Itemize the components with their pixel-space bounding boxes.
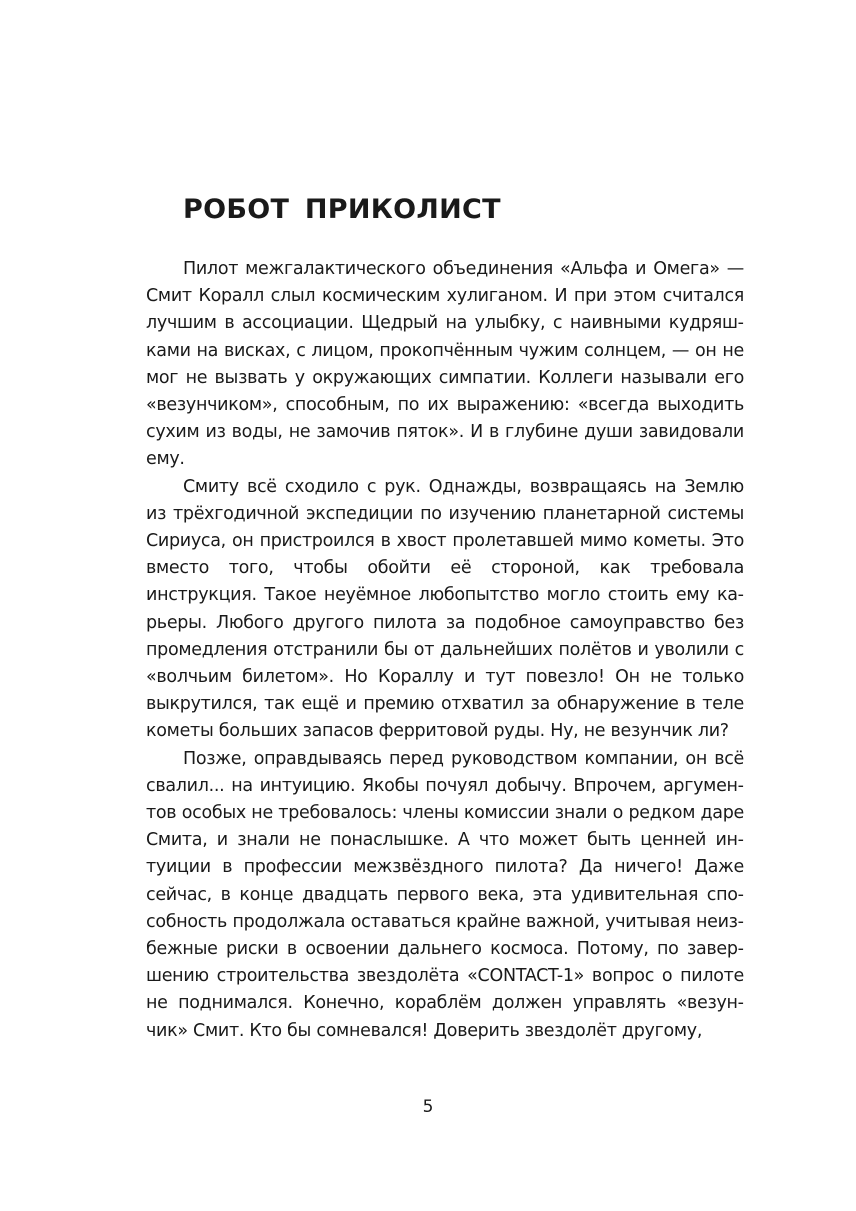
paragraph: Пилот межгалактического объединения «Альфа и Омега» — Смит Коралл слыл космическим хулиганом. И при этом считался лучшим в ассоциации. Щедрый на улыбку, с наивными кудряшками на висках, с лицом, прокопчённым чужим солнцем, — он не мог не вызвать у окружающих симпатии. Коллеги называли его «везунчиком», способным, по их выражению: «всегда выходить сухим из воды, не замочив пяток». И в глубине души завидовали ему. — [146, 259, 744, 470]
paragraph: Смиту всё сходило с рук. Однажды, возвращаясь на Землю из трёхгодичной экспедиции по изучению планетарной системы Сириуса, он пристроился в хвост пролетавшей мимо кометы. Это вместо того, чтобы обойти её стороной, как требовала инструкция. Такое неуёмное любопытство могло стоить ему карьеры. Любого другого пилота за подобное самоуправство без промедления отстранили бы от дальнейших полётов и уволили с «волчьим билетом». Но Кораллу и тут повезло! Он не только выкрутился, так ещё и премию отхватил за обнаружение в теле кометы больших запасов ферритовой руды. Ну, не везунчик ли? — [146, 476, 744, 742]
paragraph: Позже, оправдываясь перед руководством компании, он всё свалил... на интуицию. Якобы почуял добычу. Впрочем, аргументов особых не требовалось: члены комиссии знали о редком даре Смита, и знали не понаслышке. А что может быть ценней интуиции в профессии межзвёздного пилота? Да ничего! Даже сейчас, в конце двадцать первого века, эта удивительная способность продолжала оставаться крайне важной, учитывая неизбежные риски в освоении дальнего космоса. Потому, по завершению строительства звездолёта «CONTACT-1» вопрос о пилоте не поднимался. Конечно, кораблём должен управлять «везунчик» Смит. Кто бы сомневался! Доверить звездолёт другому, — [146, 748, 744, 1041]
body-text — [146, 256, 744, 1045]
page-number: 5 — [422, 1097, 434, 1117]
chapter-title: РОБОТ ПРИКОЛИСТ — [183, 194, 501, 225]
